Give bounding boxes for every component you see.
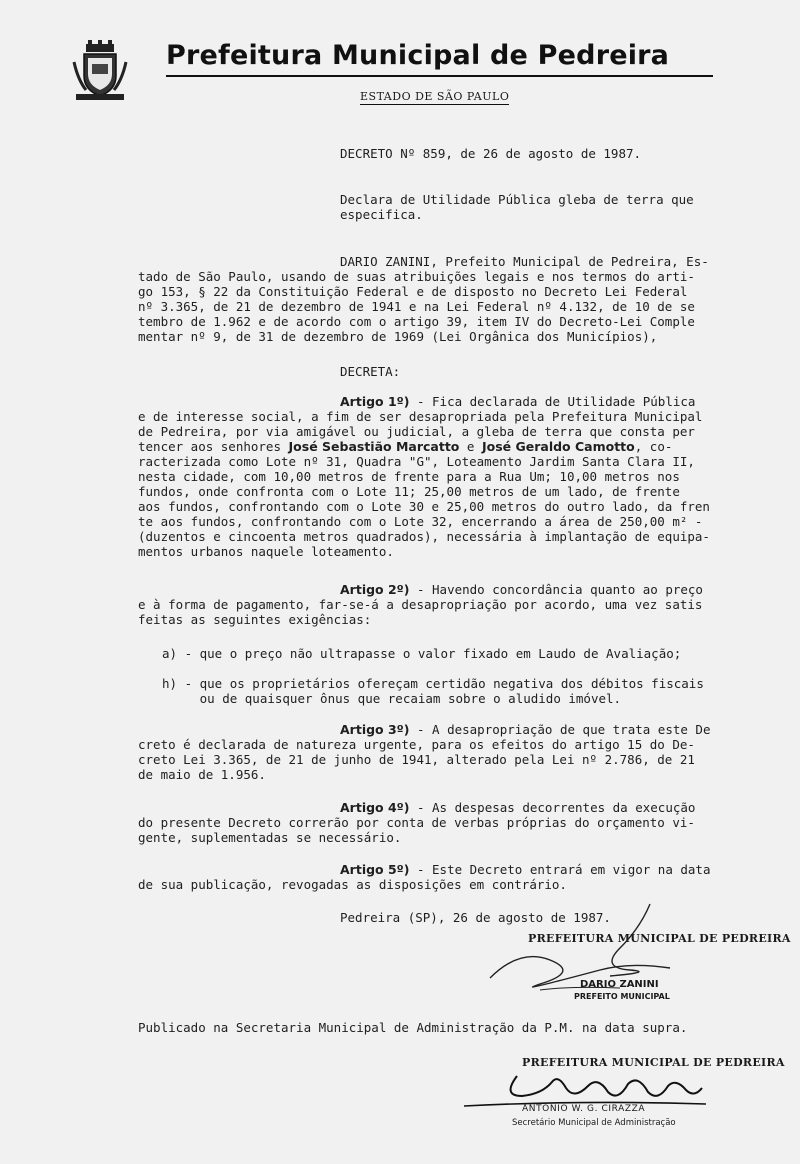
article-line: creto é declarada de natureza urgente, para os efeitos do artigo 15 do De- xyxy=(138,737,695,752)
place-date: Pedreira (SP), 26 de agosto de 1987. xyxy=(340,910,611,925)
article-5 xyxy=(138,862,738,892)
article-line: nesta cidade, com 10,00 metros de frente para a Rua Um; 10,00 metros nos xyxy=(138,469,680,484)
article-line: (duzentos e cincoenta metros quadrados), necessária à implantação de equipa- xyxy=(138,529,710,544)
article-line: - As despesas decorrentes da execução xyxy=(409,800,696,815)
article-line: - Fica declarada de Utilidade Pública xyxy=(409,394,696,409)
decree-ementa xyxy=(340,192,720,222)
article-line: do presente Decreto correrão por conta de verbas próprias do orçamento vi- xyxy=(138,815,695,830)
org-title: Prefeitura Municipal de Pedreira xyxy=(166,40,670,71)
ementa-line: especifica. xyxy=(340,207,423,222)
municipal-crest-icon xyxy=(72,40,128,102)
item-a-line: a) - que o preço não ultrapasse o valor fixado em Laudo de Avaliação; xyxy=(162,646,682,661)
preamble-line: mentar nº 9, de 31 de dezembro de 1969 (Lei Orgânica dos Municípios), xyxy=(138,329,658,344)
article-line: gente, suplementadas se necessário. xyxy=(138,830,402,845)
owner-name: José Sebastião Marcatto xyxy=(288,439,460,454)
article-3-label: Artigo 3º) xyxy=(340,722,410,737)
article-line: - A desapropriação de que trata este De xyxy=(409,722,711,737)
article-line: e de interesse social, a fim de ser desapropriada pela Prefeitura Municipal xyxy=(138,409,703,424)
preamble-line: , Prefeito Municipal de Pedreira, Es- xyxy=(430,254,709,269)
article-line: e à forma de pagamento, far-se-á a desapropriação por acordo, uma vez satis xyxy=(138,597,703,612)
signature-stamp-prefeitura-2: PREFEITURA MUNICIPAL DE PEDREIRA xyxy=(522,1056,785,1069)
signatory-name: DARIO ZANINI xyxy=(580,979,659,990)
line-segment: , co- xyxy=(634,439,673,454)
item-h-line: h) - que os proprietários ofereçam certidão negativa dos débitos fiscais xyxy=(162,676,704,691)
item-a xyxy=(162,646,762,661)
article-5-label: Artigo 5º) xyxy=(340,862,410,877)
article-line: creto Lei 3.365, de 21 de junho de 1941, alterado pela Lei nº 2.786, de 21 xyxy=(138,752,695,767)
preamble-line: go 153, § 22 da Constituição Federal e de disposto no Decreto Lei Federal xyxy=(138,284,688,299)
preamble-line: nº 3.365, de 21 de dezembro de 1941 e na Lei Federal nº 4.132, de 10 de se xyxy=(138,299,695,314)
article-4 xyxy=(138,800,738,845)
line-segment: tencer aos senhores xyxy=(138,439,289,454)
article-line: fundos, onde confronta com o Lote 11; 25,00 metros de um lado, de frente xyxy=(138,484,680,499)
article-line: de Pedreira, por via amigável ou judicial, a gleba de terra que consta per xyxy=(138,424,695,439)
article-4-label: Artigo 4º) xyxy=(340,800,410,815)
ementa-line: Declara de Utilidade Pública gleba de terra que xyxy=(340,192,694,207)
article-line: aos fundos, confrontando com o Lote 30 e 25,00 metros do outro lado, da fren xyxy=(138,499,710,514)
article-1-label: Artigo 1º) xyxy=(340,394,410,409)
item-h xyxy=(162,676,762,706)
decree-title: DECRETO Nº 859, de 26 de agosto de 1987. xyxy=(340,146,642,161)
article-line: de maio de 1.956. xyxy=(138,767,266,782)
secretary-role: Secretário Municipal de Administração xyxy=(512,1118,676,1128)
article-3 xyxy=(138,722,738,782)
article-1 xyxy=(138,394,738,559)
article-line: mentos urbanos naquele loteamento. xyxy=(138,544,394,559)
article-line: te aos fundos, confrontando com o Lote 32, encerrando a área de 250,00 m² - xyxy=(138,514,703,529)
article-2-label: Artigo 2º) xyxy=(340,582,410,597)
secretary-name: ANTONIO W. G. CIRAZZA xyxy=(522,1104,646,1114)
owner-name: José Geraldo Camotto xyxy=(481,439,635,454)
publication-note: Publicado na Secretaria Municipal de Administração da P.M. na data supra. xyxy=(138,1020,688,1035)
org-subtitle: ESTADO DE SÃO PAULO xyxy=(360,90,510,103)
article-line: de sua publicação, revogadas as disposições em contrário. xyxy=(138,877,567,892)
preamble xyxy=(138,254,738,344)
article-line: racterizada como Lote nº 31, Quadra "G", Loteamento Jardim Santa Clara II, xyxy=(138,454,695,469)
signatory-role: PREFEITO MUNICIPAL xyxy=(574,992,670,1001)
article-line: - Este Decreto entrará em vigor na data xyxy=(409,862,711,877)
header-rule xyxy=(166,75,713,77)
article-line: feitas as seguintes exigências: xyxy=(138,612,372,627)
mayor-name: DARIO ZANINI xyxy=(340,254,431,269)
preamble-line: tado de São Paulo, usando de suas atribuições legais e nos termos do arti- xyxy=(138,269,695,284)
preamble-line: tembro de 1.962 e de acordo com o artigo 39, item IV do Decreto-Lei Comple xyxy=(138,314,695,329)
article-line-owners xyxy=(138,439,738,454)
decreta-label: DECRETA: xyxy=(340,364,401,379)
article-2 xyxy=(138,582,738,627)
line-segment: e xyxy=(459,439,482,454)
item-h-line: ou de quaisquer ônus que recaiam sobre o aludido imóvel. xyxy=(162,691,622,706)
signature-stamp-prefeitura: PREFEITURA MUNICIPAL DE PEDREIRA xyxy=(528,932,791,945)
article-line: - Havendo concordância quanto ao preço xyxy=(409,582,703,597)
